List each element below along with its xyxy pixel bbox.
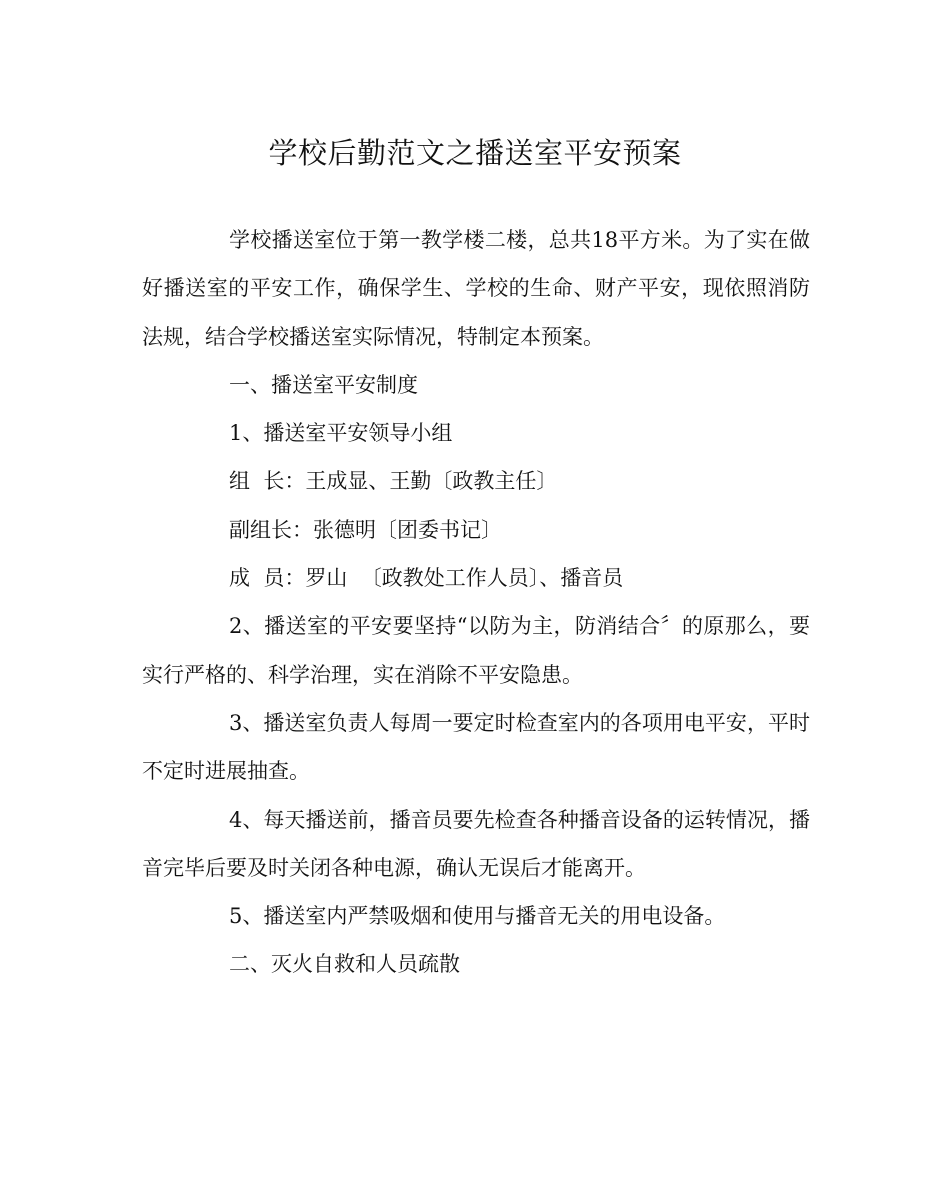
deputy-leader-line: 副组长：张德明〔团委书记〕 (229, 517, 502, 542)
item-leadership-group: 1、播送室平安领导小组 (229, 421, 453, 446)
item-equipment-check: 4、每天播送前，播音员要先检查各种播音设备的运转情况，播音完毕后要及时关闭各种电源，确认无误后才能离开。 (142, 807, 810, 880)
item-weekly-inspection: 3、播送室负责人每周一要定时检查室内的各项用电平安，平时不定时进展抽查。 (142, 710, 810, 784)
document-body (142, 216, 810, 989)
section-heading-safety-system: 一、播送室平安制度 (229, 372, 418, 397)
item-prevention-principle: 2、播送室的平安要坚持“以防为主，防消结合〞的原那么，要实行严格的、科学治理，实在消除不平安隐患。 (142, 614, 810, 687)
paragraph-intro: 学校播送室位于第一教学楼二楼，总共18平方米。为了实在做好播送室的平安工作，确保学生、学校的生命、财产平安，现依照消防法规，结合学校播送室实际情况，特制定本预案。 (142, 228, 810, 349)
document-title: 学校后勤范文之播送室平安预案 (268, 136, 682, 170)
leader-line: 组 长：王成显、王勤〔政教主任〕 (229, 469, 558, 494)
item-no-smoking: 5、播送室内严禁吸烟和使用与播音无关的用电设备。 (229, 904, 726, 929)
members-line: 成 员：罗山 〔政教处工作人员〕、播音员 (229, 566, 624, 591)
section-heading-evacuation: 二、灭火自救和人员疏散 (229, 952, 460, 977)
